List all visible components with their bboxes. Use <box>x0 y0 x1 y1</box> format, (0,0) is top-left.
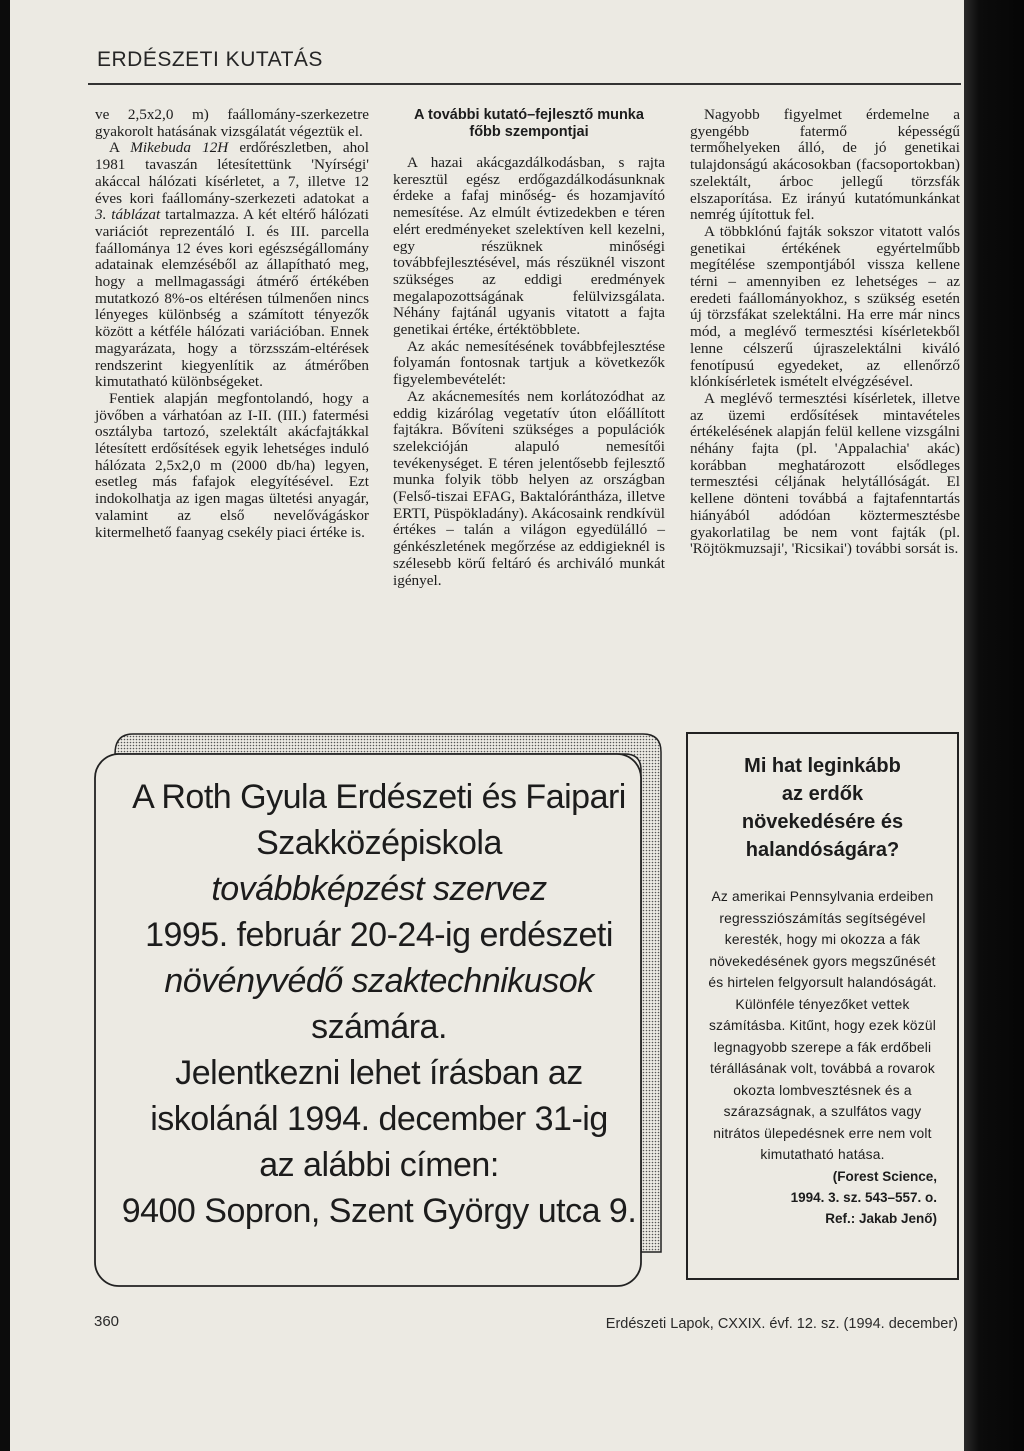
col1-paragraph-3: Fentiek alapján megfontolandó, hogy a jövőben a várhatóan az I-II. (III.) fatermési osztályba tartozó, szelektált akácfajtákkal létesített erdősítések egyik lehetséges induló hálózata 2,5x2,0 m (2000 db/ha) legyen, esetleg más fafajok elegyítésével. Ezt indokolhatja az igen magas ültetési anyagár, valamint az első nevelővágáskor kitermelhető faanyag csekély piaci értéke is. <box>95 389 369 541</box>
ad-line-8: iskolánál 1994. december 31-ig <box>150 1100 608 1138</box>
sidebar-title-line-1: Mi hat leginkább <box>744 755 901 777</box>
advertisement-box <box>93 732 663 1288</box>
ad-line-9: az alábbi címen: <box>259 1146 499 1184</box>
sidebar-title-line-3: növekedésére és <box>741 811 904 833</box>
col1-p2-emphasis-2: 3. táblázat <box>95 206 161 224</box>
ad-line-2: Szakközépiskola <box>256 824 502 862</box>
section-heading-line-2: főbb szempontjai <box>469 124 589 140</box>
sidebar-reference <box>702 1166 943 1229</box>
column-2 <box>393 107 665 589</box>
column-3 <box>690 107 960 558</box>
ad-line-6: számára. <box>311 1008 447 1046</box>
col1-p2-text-c: tartalmazza. A két eltérő hálózati variációt reprezentáló I. és III. parcella faállománya 12 éves kori egészségállomány adatainak elemzéséből az állapítható meg, hogy a mellmagassági átmérő értékében mutatkozó 8%-os eltérésen túlmenően nincs lényeges különbség a számított tényezők között a kétféle hálózati variációban. Ennek magyarázata, hogy a törzsszám-eltérések rendszerint kiegyenlítik az átmérőben kimutatható különbségeket. <box>95 206 369 391</box>
scan-edge-left <box>0 0 10 1451</box>
col1-p2-text-a: A <box>109 139 131 157</box>
sidebar-paragraph-1: Az amerikai Pennsylvania erdeiben regressziószámítás segítségével keresték, hogy mi okozza a fák növekedésének gyors megszűnését és hirtelen felgyorsult halandóságát. <box>708 889 937 990</box>
sidebar-paragraph-2: Különféle tényezőket vettek számításba. Kitűnt, hogy ezek közül legnagyobb szerepe a fák erdőbeli térállásának volt, továbbá a rovarok okozta lombvesztésnek és a szárazságnak, a szulfátos vagy nitrátos ülepedésnek erre nem volt kimutatható hatása. <box>708 996 937 1162</box>
section-heading <box>393 107 665 141</box>
col2-paragraph-1: A hazai akácgazdálkodásban, s rajta keresztül egész erdőgazdálkodásunknak érdeke a fafaj minőség- és hozamjavító nemesítése. Az elmúlt évtizedekben e téren elért eredményeket szelektíven kell kezelni, egy részüknek minőségi továbbfejlesztésével, más részüknél viszont szükséges az eddigi eredmények megalapozottságának felülvizsgálata. Néhány fajtánál ugyanis vitatott a fajta genetikai értéke, értéktöbblete. <box>393 154 665 339</box>
sidebar-reference-line-3: Ref.: Jakab Jenő) <box>825 1210 937 1226</box>
column-1 <box>95 107 369 541</box>
col3-paragraph-3: A meglévő termesztési kísérletek, illetve az üzemi erdősítések mintavételes értékelésének alapján felül kellene vizsgálni néhány fajta (pl. 'Appalachia' akác) korábban meghatározott elsődleges termesztési céljának helytállóságát. El kellene dönteni továbbá a fajtafenntartás hiányából adódóan köztermesztésbe gyakorlatilag be nem vont fajták (pl. 'Röjtökmuzsaji', 'Ricsikai') további sorsát is. <box>690 389 960 558</box>
footer-source: Erdészeti Lapok, CXXIX. évf. 12. sz. (1994. december) <box>605 1316 958 1332</box>
col1-p2-text-b: erdőrészletben, ahol 1981 tavaszán létesítettünk 'Nyírségi' akáccal hálózati kísérletet, a 7, illetve 12 éves kori faállomány-szerkezeti adatokat a <box>95 139 369 207</box>
advertisement-text <box>109 774 649 1234</box>
col1-paragraph-1: ve 2,5x2,0 m) faállomány-szerkezetre gyakorolt hatásának vizsgálatát végeztük el. <box>95 106 369 140</box>
scan-edge-right <box>964 0 1024 1451</box>
sidebar-title <box>702 752 943 864</box>
header-rule <box>88 83 961 85</box>
running-header: ERDÉSZETI KUTATÁS <box>97 48 323 71</box>
col2-paragraph-2: Az akác nemesítésének továbbfejlesztése folyamán fontosnak tartjuk a következők figyelembevételét: <box>393 337 665 389</box>
ad-line-10: 9400 Sopron, Szent György utca 9. <box>121 1192 637 1230</box>
col3-paragraph-1: Nagyobb figyelmet érdemelne a gyengébb fatermő képességű termőhelyeken álló, de jó genetikai tulajdonságú akácosokban (facsoportokban) szelektált, árboc jellegű törzsfák elszaporítása. Ez irányú kutatómunkánkat nemrég újítottuk fel. <box>690 106 960 224</box>
page-number: 360 <box>94 1313 120 1330</box>
ad-line-5: növényvédő szaktechnikusok <box>164 962 594 1000</box>
sidebar-reference-line-1: (Forest Science, <box>832 1168 937 1184</box>
col3-paragraph-2: A többklónú fajták sokszor vitatott valós genetikai értékének egyértelműbb megítélése szempontjából vissza kellene térni – amennyiben ez lehetséges – az eredeti faállományokhoz, s szükség esetén új törzsfákat szelektálni. Ha erre már nincs mód, a meglévő termesztési kísérletekből lenne célszerű újraszelektálni kiváló fenotípusú egyedeket, az ellenőrző klónkísérletek ismételt elvégzésével. <box>690 222 960 391</box>
ad-line-7: Jelentkezni lehet írásban az <box>175 1054 583 1092</box>
sidebar-body <box>702 886 943 1166</box>
col2-paragraph-3: Az akácnemesítés nem korlátozódhat az eddig kizárólag vegetatív úton előállított fajtákra. Bővíteni szükséges a populációk szelekcióján alapuló nemesítői tevékenységet. E téren jelentősebb fejlesztő munka folyik több helyen az országban (Felső-tiszai EFAG, Baktalórántháza, illetve ERTI, Püspökladány). Akácosaink rendkívül értékes – talán a világon egyedülálló – génkészletének megőrzése az eddigieknél is szélesebb körű feltáró és archiváló munkát igényel. <box>393 387 665 589</box>
sidebar-reference-line-2: 1994. 3. sz. 543–557. o. <box>790 1189 937 1205</box>
sidebar-title-line-4: halandóságára? <box>745 839 900 861</box>
sidebar-title-line-2: az erdők <box>781 783 864 805</box>
ad-line-1: A Roth Gyula Erdészeti és Faipari <box>132 778 626 816</box>
col1-p2-emphasis-1: Mikebuda 12H <box>130 139 229 157</box>
section-heading-line-1: A további kutató–fejlesztő munka <box>414 107 644 123</box>
sidebar-box <box>686 732 959 1280</box>
ad-line-4: 1995. február 20-24-ig erdészeti <box>145 916 613 954</box>
col1-paragraph-2 <box>95 140 369 391</box>
ad-line-3: továbbképzést szervez <box>211 870 547 908</box>
